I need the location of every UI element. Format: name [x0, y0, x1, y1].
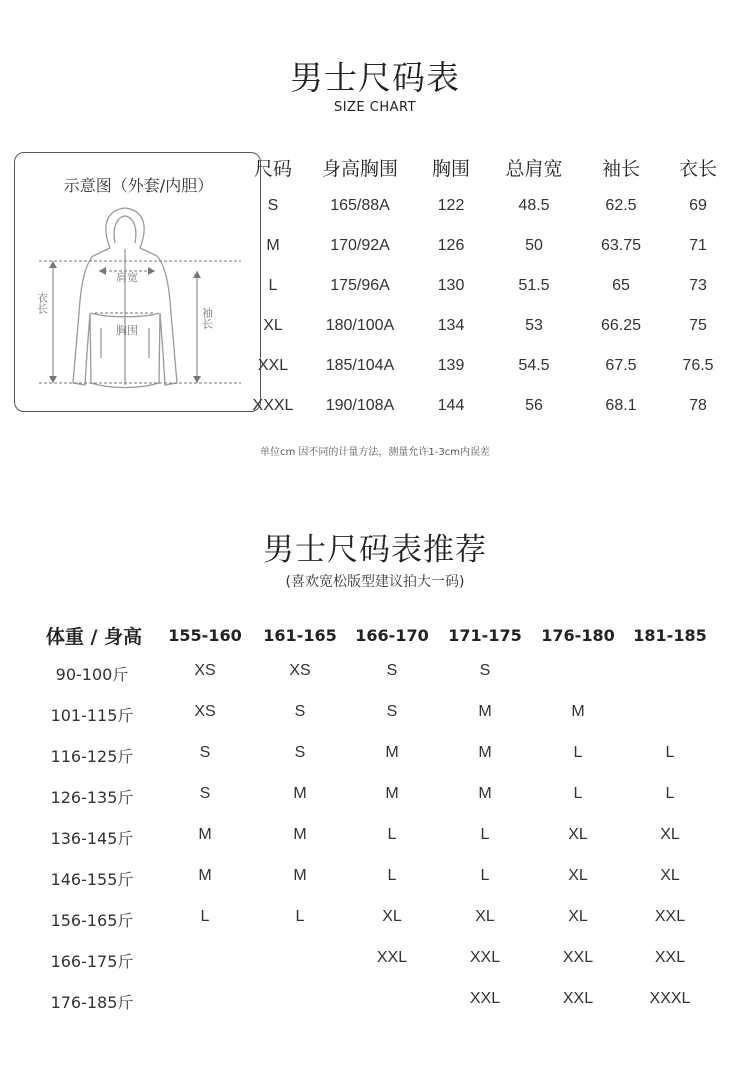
recommend-cell: XL	[475, 908, 495, 925]
recommend-cell: M	[385, 744, 399, 761]
recommend-title: 男士尺码表推荐	[263, 532, 487, 568]
recommend-cell: XL	[568, 826, 588, 843]
size-table-header: 总肩宽	[505, 158, 563, 180]
size-chart-title: 男士尺码表	[290, 58, 460, 97]
size-table-header: 衣长	[678, 158, 717, 180]
weight-label: 126-135斤	[50, 788, 134, 807]
recommend-cell: XS	[194, 662, 216, 679]
measurement-note: 单位cm 因不同的计量方法，测量允许1-3cm内误差	[260, 447, 490, 458]
size-table-cell: 56	[525, 397, 543, 414]
weight-label: 166-175斤	[50, 952, 134, 971]
recommend-cell: XL	[660, 867, 680, 884]
size-table-cell: 66.25	[600, 317, 642, 334]
size-table-cell: 144	[437, 397, 465, 414]
recommend-cell: S	[294, 703, 306, 720]
recommend-cell: XL	[660, 826, 680, 843]
length-label: 衣长	[35, 292, 49, 314]
recommend-cell: L	[295, 908, 305, 925]
recommend-cell: M	[478, 703, 492, 720]
size-table-cell: 53	[525, 317, 543, 334]
size-table-header: 胸围	[431, 158, 470, 180]
size-table-cell: 71	[689, 237, 707, 254]
size-table-cell: 76.5	[682, 357, 714, 374]
size-table-cell: 170/92A	[330, 237, 390, 254]
recommend-cell: S	[479, 662, 491, 679]
weight-label: 176-185斤	[50, 993, 134, 1012]
size-table-header: 尺码	[253, 158, 292, 180]
recommend-cell: XL	[568, 867, 588, 884]
weight-label: 90-100斤	[55, 665, 129, 684]
size-table-cell: 69	[689, 197, 707, 214]
size-table-cell: XXL	[257, 357, 289, 374]
size-table-cell: 190/108A	[325, 397, 395, 414]
diagram-title: 示意图（外套/内胆）	[63, 176, 214, 195]
recommend-cell: M	[478, 785, 492, 802]
size-table-cell: 73	[689, 277, 707, 294]
recommend-cell: L	[665, 785, 675, 802]
recommend-cell: L	[665, 744, 675, 761]
weight-label: 116-125斤	[50, 747, 134, 766]
size-table-header: 身高胸围	[321, 158, 398, 180]
recommend-subtitle: (喜欢宽松版型建议拍大一码)	[285, 574, 465, 590]
size-table-cell: L	[268, 277, 278, 294]
recommend-cell: M	[198, 867, 212, 884]
size-table-cell: 48.5	[518, 197, 550, 214]
size-table-cell: 175/96A	[330, 277, 390, 294]
height-header: 176-180	[541, 626, 615, 645]
recommend-cell: M	[293, 785, 307, 802]
recommend-cell: XXL	[469, 990, 501, 1007]
size-chart-subtitle: SIZE CHART	[333, 100, 417, 115]
recommend-cell: M	[293, 867, 307, 884]
recommend-cell: S	[294, 744, 306, 761]
size-table-cell: 180/100A	[325, 317, 395, 334]
height-header: 155-160	[168, 626, 242, 645]
sleeve-label: 袖长	[200, 307, 214, 329]
size-table-cell: 134	[437, 317, 465, 334]
weight-height-header: 体重 / 身高	[45, 626, 143, 648]
size-table-cell: 65	[612, 277, 630, 294]
size-table-cell: XL	[263, 317, 283, 334]
recommend-cell: XL	[382, 908, 402, 925]
size-table-cell: XXXL	[252, 397, 294, 414]
recommend-cell: L	[200, 908, 210, 925]
size-table-cell: 185/104A	[325, 357, 395, 374]
garment-diagram	[14, 152, 261, 412]
size-table-cell: 63.75	[600, 237, 642, 254]
size-table-header: 袖长	[601, 158, 640, 180]
recommend-cell: XXXL	[649, 990, 691, 1007]
size-table-cell: 122	[437, 197, 465, 214]
recommend-cell: S	[386, 703, 398, 720]
recommend-cell: XS	[194, 703, 216, 720]
size-table-cell: M	[266, 237, 280, 254]
size-table-cell: 78	[689, 397, 707, 414]
jacket-outline-icon	[15, 153, 262, 413]
shoulder-label: 肩宽	[116, 271, 138, 284]
recommend-cell: M	[571, 703, 585, 720]
chest-label: 胸围	[116, 324, 138, 337]
size-table-cell: 68.1	[605, 397, 637, 414]
recommend-cell: M	[385, 785, 399, 802]
height-header: 161-165	[263, 626, 337, 645]
size-table-cell: 54.5	[518, 357, 550, 374]
size-table-cell: 50	[525, 237, 543, 254]
size-table-cell: 126	[437, 237, 465, 254]
recommend-cell: L	[480, 867, 490, 884]
recommend-cell: L	[573, 744, 583, 761]
size-table-cell: 67.5	[605, 357, 637, 374]
height-header: 171-175	[448, 626, 522, 645]
recommend-cell: L	[480, 826, 490, 843]
recommend-cell: XXL	[376, 949, 408, 966]
weight-label: 136-145斤	[50, 829, 134, 848]
size-table-cell: 139	[437, 357, 465, 374]
weight-label: 156-165斤	[50, 911, 134, 930]
weight-label: 101-115斤	[50, 706, 134, 725]
size-table-cell: S	[267, 197, 279, 214]
size-table-cell: 51.5	[518, 277, 550, 294]
height-header: 181-185	[633, 626, 707, 645]
recommend-cell: M	[198, 826, 212, 843]
recommend-cell: L	[573, 785, 583, 802]
recommend-cell: S	[386, 662, 398, 679]
size-table-cell: 165/88A	[330, 197, 390, 214]
recommend-cell: XXL	[654, 949, 686, 966]
weight-label: 146-155斤	[50, 870, 134, 889]
recommend-cell: M	[293, 826, 307, 843]
recommend-cell: XL	[568, 908, 588, 925]
recommend-cell: L	[387, 826, 397, 843]
recommend-cell: XS	[289, 662, 311, 679]
size-table-cell: 62.5	[605, 197, 637, 214]
recommend-cell: M	[478, 744, 492, 761]
recommend-cell: L	[387, 867, 397, 884]
recommend-cell: XXL	[469, 949, 501, 966]
recommend-cell: S	[199, 785, 211, 802]
size-table-cell: 130	[437, 277, 465, 294]
recommend-cell: XXL	[562, 949, 594, 966]
recommend-cell: XXL	[654, 908, 686, 925]
recommend-cell: XXL	[562, 990, 594, 1007]
recommend-cell: S	[199, 744, 211, 761]
size-table-cell: 75	[689, 317, 707, 334]
height-header: 166-170	[355, 626, 429, 645]
